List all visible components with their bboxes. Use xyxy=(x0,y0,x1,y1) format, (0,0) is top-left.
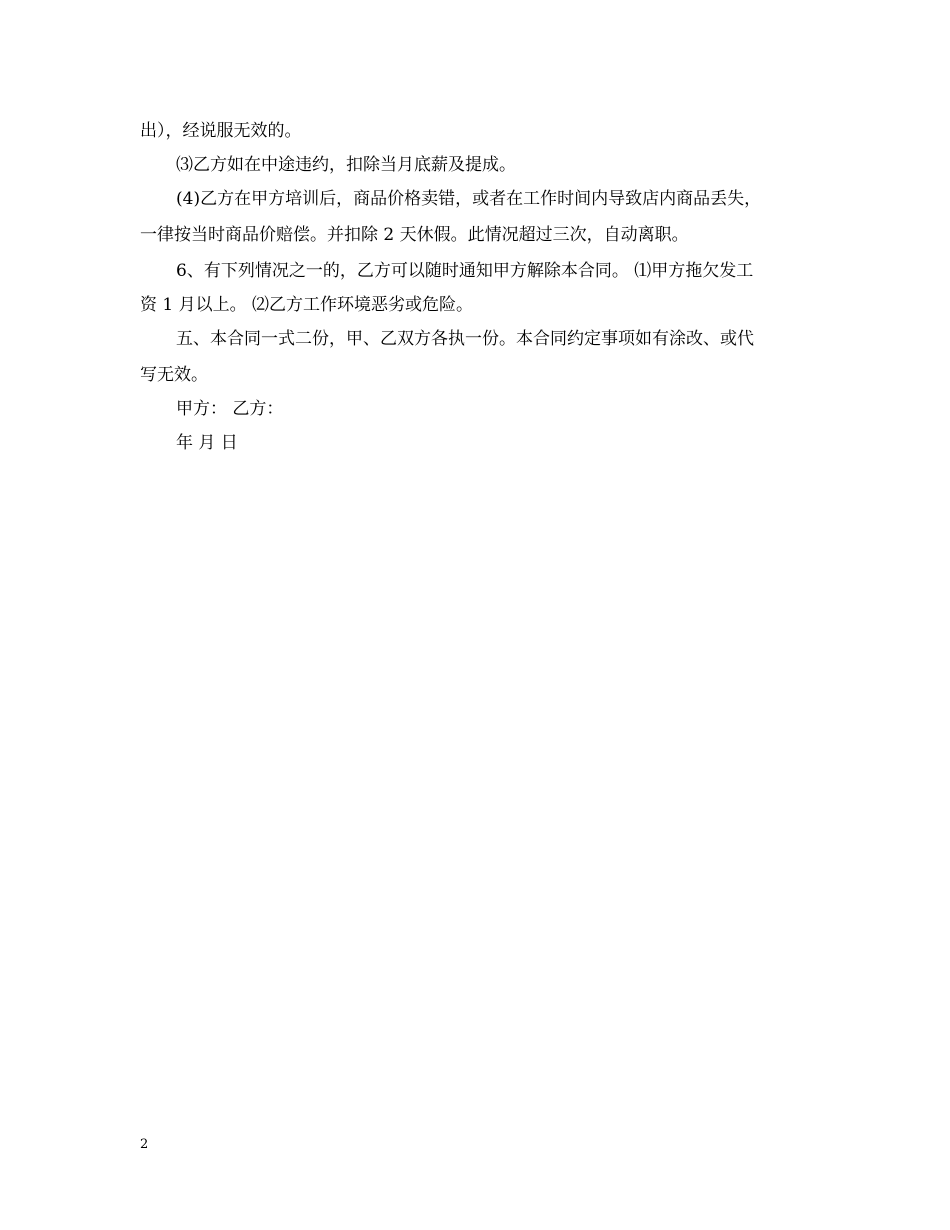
page-number: 2 xyxy=(140,1137,149,1152)
paragraph-line: 资 1 月以上。 ⑵乙方工作环境恶劣或危险。 xyxy=(140,295,474,315)
signature-line: 甲方： 乙方： xyxy=(176,399,284,419)
paragraph-line: 一律按当时商品价赔偿。并扣除 2 天休假。此情况超过三次，自动离职。 xyxy=(140,225,689,245)
paragraph-line: 出），经说服无效的。 xyxy=(140,121,302,141)
paragraph-line: 五、本合同一式二份，甲、乙双方各执一份。本合同约定事项如有涂改、或代 xyxy=(176,329,754,349)
paragraph-line: ⑶乙方如在中途违约，扣除当月底薪及提成。 xyxy=(176,155,516,175)
paragraph-line: 写无效。 xyxy=(140,365,208,385)
date-line: 年 月 日 xyxy=(176,433,238,453)
paragraph-line: 6、有下列情况之一的，乙方可以随时通知甲方解除本合同。 ⑴甲方拖欠发工 xyxy=(176,261,754,281)
paragraph-line: (4)乙方在甲方培训后，商品价格卖错，或者在工作时间内导致店内商品丢失， xyxy=(176,189,762,209)
